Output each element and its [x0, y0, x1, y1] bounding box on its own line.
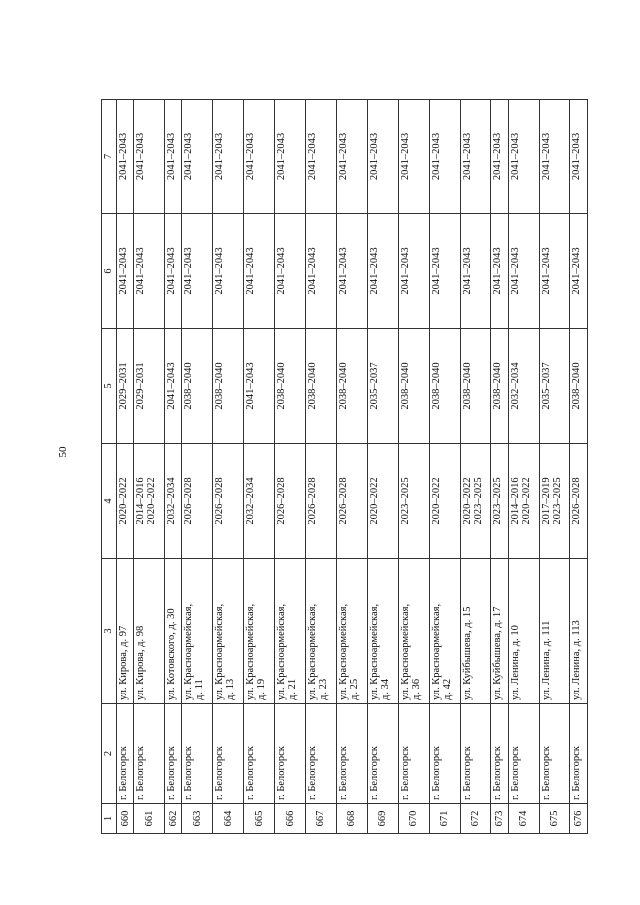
table-row: [336, 100, 367, 834]
address-cell: [539, 559, 570, 704]
header-row: [102, 100, 117, 834]
period-col7-cell: 2041–2043: [539, 100, 570, 214]
city-cell: г. Белогорск: [336, 704, 367, 804]
table-row: [117, 100, 134, 834]
cell-line: 2026–2028: [307, 477, 319, 525]
period-col7-cell: 2041–2043: [134, 100, 165, 214]
cell-line: ул. Кирова, д. 97: [118, 625, 129, 700]
period-col6-cell: 2041–2043: [570, 214, 588, 329]
period-col7-cell: 2041–2043: [460, 100, 491, 214]
period-col5-cell: 2032–2034: [508, 329, 539, 444]
period-col4-cell: [398, 444, 429, 559]
period-col6-cell: 2041–2043: [182, 214, 213, 329]
period-col7-cell: 2041–2043: [336, 100, 367, 214]
cell-line: ул. Красноармейская,: [337, 603, 349, 700]
row-number-cell: 672: [460, 804, 491, 834]
table-row: [429, 100, 460, 834]
period-col4-cell: [213, 444, 244, 559]
header-cell: 3: [102, 559, 117, 704]
period-col5-cell: 2038–2040: [429, 329, 460, 444]
table-row: [367, 100, 398, 834]
cell-line: 2026–2028: [214, 477, 226, 525]
cell-line: 2020–2022: [430, 477, 442, 525]
city-cell: г. Белогорск: [134, 704, 165, 804]
period-col5-cell: 2041–2043: [244, 329, 275, 444]
cell-line: д. 36: [410, 678, 422, 700]
period-col6-cell: 2041–2043: [275, 214, 306, 329]
address-cell: [491, 559, 508, 704]
cell-line: 2020–2022: [368, 477, 380, 525]
cell-line: 2026–2028: [571, 477, 583, 525]
address-cell: [306, 559, 337, 704]
period-col4-cell: [336, 444, 367, 559]
cell-line: ул. Ленина, д. 111: [540, 620, 552, 700]
period-col6-cell: 2041–2043: [398, 214, 429, 329]
row-number-cell: 669: [367, 804, 398, 834]
cell-line: ул. Красноармейская,: [276, 603, 288, 700]
period-col7-cell: 2041–2043: [182, 100, 213, 214]
period-col6-cell: 2041–2043: [367, 214, 398, 329]
cell-line: ул. Красноармейская,: [368, 603, 380, 700]
period-col5-cell: 2038–2040: [336, 329, 367, 444]
cell-line: ул. Кирова, д. 98: [135, 625, 147, 700]
cell-line: 2023–2025: [551, 477, 563, 525]
period-col5-cell: 2035–2037: [367, 329, 398, 444]
cell-line: ул. Куйбышева, д. 15: [461, 606, 473, 700]
city-cell: г. Белогорск: [508, 704, 539, 804]
row-number-cell: 664: [213, 804, 244, 834]
table-row: [213, 100, 244, 834]
period-col7-cell: 2041–2043: [398, 100, 429, 214]
period-col7-cell: 2041–2043: [367, 100, 398, 214]
period-col6-cell: 2041–2043: [165, 214, 182, 329]
header-cell: 4: [102, 444, 117, 559]
cell-line: д. 34: [379, 678, 391, 700]
row-number-cell: 668: [336, 804, 367, 834]
cell-line: д. 11: [194, 679, 206, 700]
cell-line: 2014–2016: [509, 477, 521, 525]
period-col4-cell: [117, 444, 134, 559]
address-cell: [134, 559, 165, 704]
period-col5-cell: 2038–2040: [491, 329, 508, 444]
cell-line: 2023–2025: [472, 477, 484, 525]
period-col6-cell: 2041–2043: [213, 214, 244, 329]
period-col4-cell: [165, 444, 182, 559]
cell-line: 2032–2034: [245, 477, 257, 525]
header-cell: 2: [102, 704, 117, 804]
period-col7-cell: 2041–2043: [213, 100, 244, 214]
period-col4-cell: [244, 444, 275, 559]
period-col4-cell: [367, 444, 398, 559]
table-row: [460, 100, 491, 834]
row-number-cell: 670: [398, 804, 429, 834]
period-col7-cell: 2041–2043: [306, 100, 337, 214]
cell-line: 2020–2022: [146, 477, 158, 525]
period-col5-cell: 2035–2037: [539, 329, 570, 444]
table-row: [244, 100, 275, 834]
period-col5-cell: 2038–2040: [275, 329, 306, 444]
row-number-cell: 674: [508, 804, 539, 834]
address-cell: [367, 559, 398, 704]
period-col5-cell: 2038–2040: [182, 329, 213, 444]
table-row: [275, 100, 306, 834]
period-col4-cell: [134, 444, 165, 559]
period-col5-cell: 2038–2040: [213, 329, 244, 444]
period-col6-cell: 2041–2043: [508, 214, 539, 329]
table-row: [570, 100, 588, 834]
cell-line: 2014–2016: [135, 477, 147, 525]
row-number-cell: 663: [182, 804, 213, 834]
table-row: [134, 100, 165, 834]
cell-line: д. 13: [225, 678, 237, 700]
period-col4-cell: [306, 444, 337, 559]
city-cell: г. Белогорск: [429, 704, 460, 804]
period-col4-cell: [275, 444, 306, 559]
period-col6-cell: 2041–2043: [539, 214, 570, 329]
period-col4-cell: [429, 444, 460, 559]
period-col7-cell: 2041–2043: [570, 100, 588, 214]
cell-line: д. 21: [287, 678, 299, 700]
city-cell: г. Белогорск: [491, 704, 508, 804]
address-cell: [244, 559, 275, 704]
period-col5-cell: 2029–2031: [134, 329, 165, 444]
header-cell: 5: [102, 329, 117, 444]
cell-line: д. 42: [441, 678, 453, 700]
period-col4-cell: [491, 444, 508, 559]
period-col4-cell: [182, 444, 213, 559]
period-col6-cell: 2041–2043: [306, 214, 337, 329]
table-row: [539, 100, 570, 834]
cell-line: ул. Ленина, д. 10: [509, 625, 521, 700]
cell-line: 2026–2028: [337, 477, 349, 525]
period-col4-cell: [508, 444, 539, 559]
period-col7-cell: 2041–2043: [275, 100, 306, 214]
row-number-cell: 665: [244, 804, 275, 834]
period-col6-cell: 2041–2043: [429, 214, 460, 329]
cell-line: ул. Красноармейская,: [430, 603, 442, 700]
cell-line: 2017–2019: [540, 477, 552, 525]
cell-line: ул. Красноармейская,: [183, 603, 195, 700]
period-col7-cell: 2041–2043: [429, 100, 460, 214]
address-cell: [429, 559, 460, 704]
city-cell: г. Белогорск: [213, 704, 244, 804]
cell-line: д. 25: [348, 678, 360, 700]
period-col6-cell: 2041–2043: [336, 214, 367, 329]
address-cell: [165, 559, 182, 704]
cell-line: 2020–2022: [461, 477, 473, 525]
header-cell: 1: [102, 804, 117, 834]
cell-line: ул. Ленина, д. 113: [571, 620, 583, 700]
period-col4-cell: [539, 444, 570, 559]
header-cell: 6: [102, 214, 117, 329]
period-col4-cell: [570, 444, 588, 559]
cell-line: ул. Куйбышева, д. 17: [492, 606, 504, 700]
city-cell: г. Белогорск: [367, 704, 398, 804]
cell-line: д. 19: [256, 678, 268, 700]
period-col5-cell: 2041–2043: [165, 329, 182, 444]
period-col5-cell: 2038–2040: [306, 329, 337, 444]
period-col6-cell: 2041–2043: [460, 214, 491, 329]
row-number-cell: 675: [539, 804, 570, 834]
cell-line: 2020–2022: [118, 477, 129, 525]
row-number-cell: 673: [491, 804, 508, 834]
period-col5-cell: 2029–2031: [117, 329, 134, 444]
cell-line: 2023–2025: [492, 477, 504, 525]
period-col5-cell: 2038–2040: [398, 329, 429, 444]
city-cell: г. Белогорск: [244, 704, 275, 804]
table-row: [165, 100, 182, 834]
address-cell: [117, 559, 134, 704]
row-number-cell: 662: [165, 804, 182, 834]
period-col6-cell: 2041–2043: [117, 214, 134, 329]
period-col4-cell: [460, 444, 491, 559]
cell-line: 2026–2028: [276, 477, 288, 525]
city-cell: г. Белогорск: [460, 704, 491, 804]
schedule-table: [101, 99, 588, 834]
cell-line: ул. Красноармейская,: [214, 603, 226, 700]
schedule-table-container: [101, 100, 588, 834]
period-col5-cell: 2038–2040: [570, 329, 588, 444]
period-col7-cell: 2041–2043: [117, 100, 134, 214]
period-col5-cell: 2038–2040: [460, 329, 491, 444]
header-cell: 7: [102, 100, 117, 214]
city-cell: г. Белогорск: [182, 704, 213, 804]
table-row: [508, 100, 539, 834]
period-col7-cell: 2041–2043: [491, 100, 508, 214]
period-col7-cell: 2041–2043: [165, 100, 182, 214]
cell-line: 2032–2034: [166, 477, 178, 525]
period-col6-cell: 2041–2043: [491, 214, 508, 329]
cell-line: ул. Котовского, д. 30: [166, 608, 178, 700]
address-cell: [460, 559, 491, 704]
city-cell: г. Белогорск: [165, 704, 182, 804]
address-cell: [508, 559, 539, 704]
address-cell: [398, 559, 429, 704]
row-number-cell: 666: [275, 804, 306, 834]
address-cell: [213, 559, 244, 704]
table-row: [398, 100, 429, 834]
period-col7-cell: 2041–2043: [508, 100, 539, 214]
table-row: [182, 100, 213, 834]
cell-line: ул. Красноармейская,: [399, 603, 411, 700]
row-number-cell: 667: [306, 804, 337, 834]
city-cell: г. Белогорск: [539, 704, 570, 804]
page-number: 50: [57, 446, 69, 458]
city-cell: г. Белогорск: [570, 704, 588, 804]
address-cell: [182, 559, 213, 704]
address-cell: [570, 559, 588, 704]
city-cell: г. Белогорск: [398, 704, 429, 804]
cell-line: ул. Красноармейская,: [307, 603, 319, 700]
cell-line: 2020–2022: [520, 477, 532, 525]
city-cell: г. Белогорск: [275, 704, 306, 804]
cell-line: ул. Красноармейская,: [245, 603, 257, 700]
city-cell: г. Белогорск: [306, 704, 337, 804]
row-number-cell: 661: [134, 804, 165, 834]
row-number-cell: 676: [570, 804, 588, 834]
row-number-cell: 671: [429, 804, 460, 834]
cell-line: 2026–2028: [183, 477, 195, 525]
table-row: [306, 100, 337, 834]
address-cell: [336, 559, 367, 704]
table-row: [491, 100, 508, 834]
cell-line: 2023–2025: [399, 477, 411, 525]
city-cell: г. Белогорск: [117, 704, 134, 804]
period-col6-cell: 2041–2043: [134, 214, 165, 329]
period-col7-cell: 2041–2043: [244, 100, 275, 214]
row-number-cell: 660: [117, 804, 134, 834]
period-col6-cell: 2041–2043: [244, 214, 275, 329]
address-cell: [275, 559, 306, 704]
cell-line: д. 23: [318, 678, 330, 700]
